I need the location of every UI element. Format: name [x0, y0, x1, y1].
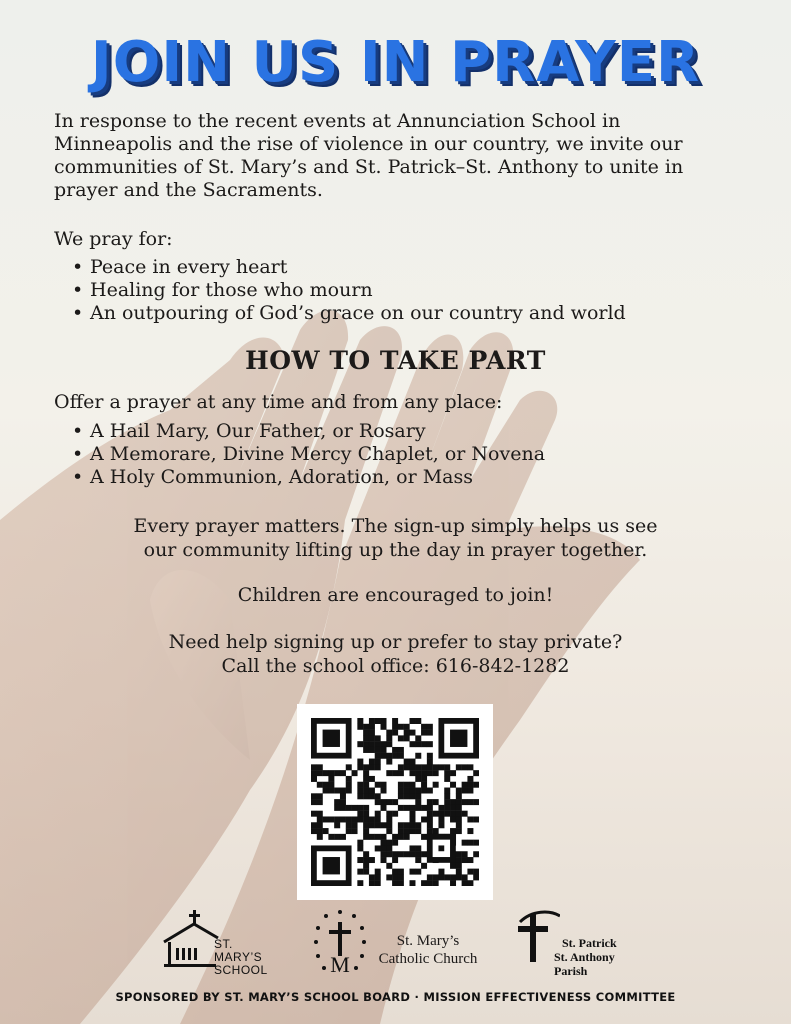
every-prayer-line: Every prayer matters. The sign-up simply helps us see: [133, 515, 658, 537]
phone-line: Call the school office: 616-842-1282: [221, 655, 570, 677]
list-item: • Healing for those who mourn: [72, 279, 626, 302]
section-heading: HOW TO TAKE PART: [245, 346, 546, 375]
school-building-icon: [160, 908, 220, 970]
qr-code[interactable]: [297, 704, 493, 900]
children-note: Children are encouraged to join!: [237, 584, 554, 606]
church-name: [372, 932, 484, 968]
st-marys-school-logo: [160, 908, 282, 977]
list-item: • An outpouring of God’s grace on our country and world: [72, 302, 626, 325]
intro-paragraph: In response to the recent events at Annunciation School in Minneapolis and the rise of violence in our country, we invite our communities of St. Mary’s and St. Patrick–St. Anthony to unite in prayer and the Sacraments.: [54, 110, 684, 201]
help-note: [0, 630, 791, 678]
school-name: [214, 938, 282, 977]
st-marys-church-logo: [312, 908, 487, 980]
svg-text:M: M: [330, 952, 350, 977]
list-item: • A Memorare, Divine Mercy Chaplet, or Novena: [72, 443, 545, 466]
every-prayer-line: our community lifting up the day in prayer together.: [143, 539, 648, 561]
list-item: • A Hail Mary, Our Father, or Rosary: [72, 420, 545, 443]
every-prayer-note: [0, 514, 791, 562]
marian-cross-icon: [312, 908, 368, 980]
sponsor-line: SPONSORED BY ST. MARY’S SCHOOL BOARD · MISSION EFFECTIVENESS COMMITTEE: [115, 990, 676, 1004]
school-name-line: ST. MARY’S: [214, 937, 263, 964]
pray-list: [72, 256, 626, 325]
qr-code-image: [311, 718, 479, 886]
pray-heading: We pray for:: [54, 228, 173, 250]
school-name-line: SCHOOL: [214, 963, 268, 977]
offer-text: Offer a prayer at any time and from any place:: [54, 391, 503, 413]
help-line: Need help signing up or prefer to stay private?: [168, 631, 623, 653]
offer-list: [72, 420, 545, 489]
church-name-line: St. Mary’s: [396, 933, 460, 949]
list-item: • A Holy Communion, Adoration, or Mass: [72, 466, 545, 489]
parish-name-line: St. Anthony Parish: [554, 950, 615, 978]
flyer-title: JOIN US IN PRAYER: [90, 30, 701, 95]
parish-name: [554, 936, 634, 978]
st-patrick-st-anthony-parish-logo: [514, 908, 634, 978]
list-item: • Peace in every heart: [72, 256, 626, 279]
parish-name-line: St. Patrick: [562, 936, 617, 950]
church-name-line: Catholic Church: [378, 951, 478, 967]
